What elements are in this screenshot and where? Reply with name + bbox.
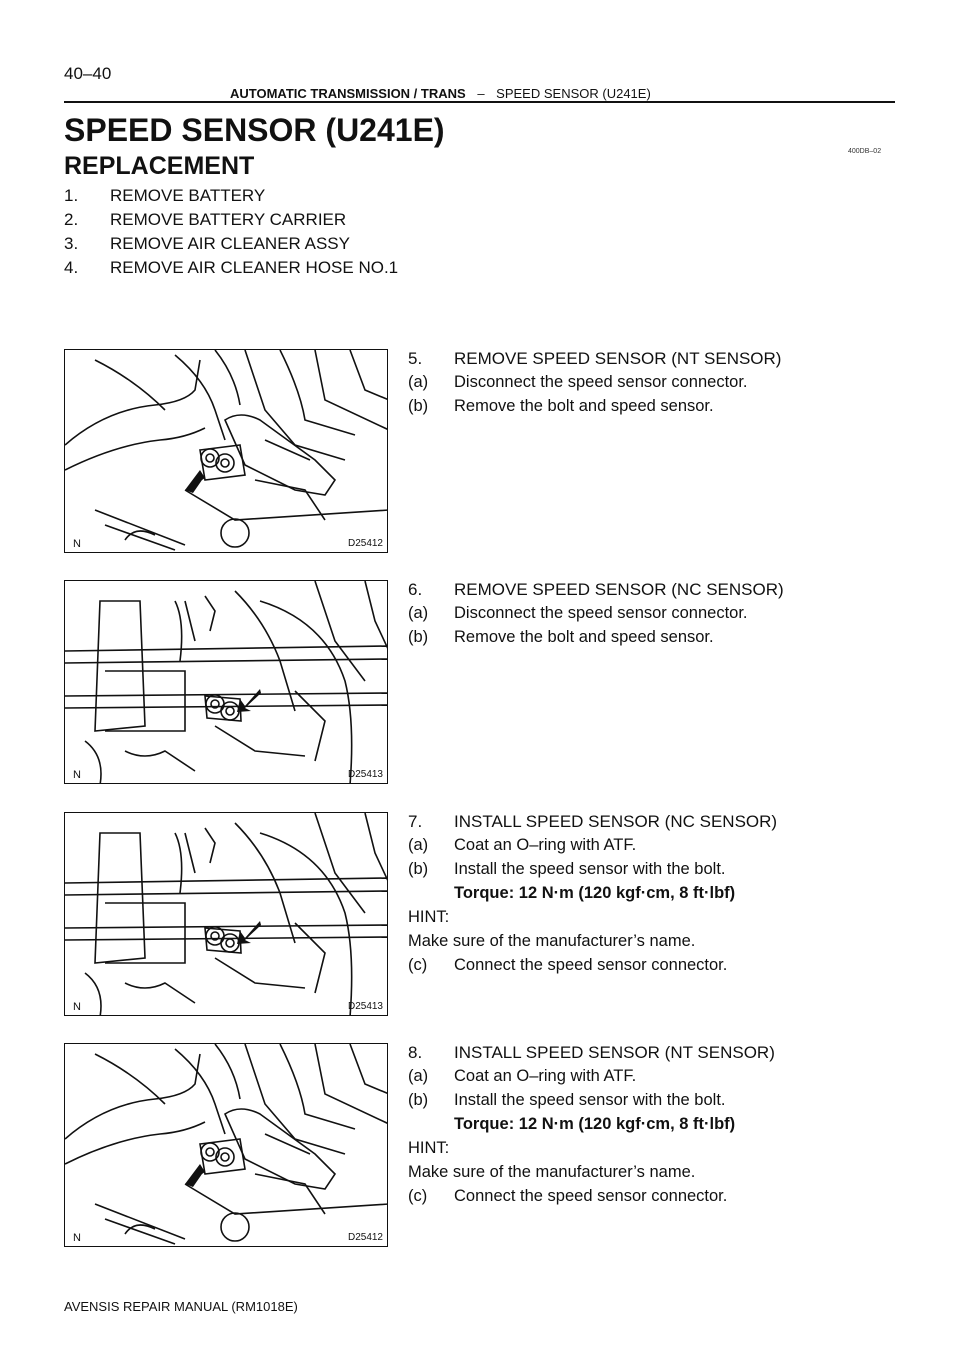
north-marker: N [73, 538, 81, 550]
figure-code: D25412 [347, 1232, 383, 1243]
engine-illustration [65, 581, 388, 784]
figure-code: D25413 [347, 1001, 383, 1012]
north-marker: N [73, 1232, 81, 1244]
figure-nc-sensor-install [64, 812, 388, 1016]
page-number: 40–40 [64, 64, 112, 83]
hint-text: Make sure of the manufacturer’s name. [408, 1163, 696, 1181]
hint-text: Make sure of the manufacturer’s name. [408, 932, 696, 950]
header-separator: – [477, 86, 485, 101]
step-8c: (c) Connect the speed sensor connector. [408, 1187, 728, 1205]
header-topic: SPEED SENSOR (U241E) [496, 86, 651, 101]
step-6b: (b) Remove the bolt and speed sensor. [408, 628, 714, 646]
step-7: 7. INSTALL SPEED SENSOR (NC SENSOR) [408, 812, 778, 831]
doc-id: 400DB–02 [848, 148, 882, 155]
hint-label: HINT: [408, 908, 450, 926]
step-5a: (a) Disconnect the speed sensor connector. [408, 373, 748, 391]
figure-code: D25413 [347, 769, 383, 780]
step-3: 3. REMOVE AIR CLEANER ASSY [64, 234, 350, 253]
step-5: 5. REMOVE SPEED SENSOR (NT SENSOR) [408, 349, 782, 368]
footer-manual-id: AVENSIS REPAIR MANUAL (RM1018E) [64, 1299, 298, 1314]
step-4: 4. REMOVE AIR CLEANER HOSE NO.1 [64, 258, 399, 277]
figure-nt-sensor-install [64, 1043, 388, 1247]
figure-code: D25412 [347, 538, 383, 549]
header-rule [64, 101, 895, 103]
engine-illustration [65, 813, 388, 1016]
torque-spec: Torque: 12 N·m (120 kgf·cm, 8 ft·lbf) [454, 884, 736, 902]
section-subtitle: REPLACEMENT [64, 152, 255, 180]
step-6a: (a) Disconnect the speed sensor connector. [408, 604, 748, 622]
step-8: 8. INSTALL SPEED SENSOR (NT SENSOR) [408, 1043, 775, 1062]
north-marker: N [73, 769, 81, 781]
engine-illustration [65, 350, 388, 553]
step-7c: (c) Connect the speed sensor connector. [408, 956, 728, 974]
step-8a: (a) Coat an O–ring with ATF. [408, 1067, 637, 1085]
step-5b: (b) Remove the bolt and speed sensor. [408, 397, 714, 415]
step-1: 1. REMOVE BATTERY [64, 186, 266, 205]
page-title: SPEED SENSOR (U241E) [64, 112, 445, 148]
step-7b: (b) Install the speed sensor with the bolt. [408, 860, 726, 878]
running-header [230, 86, 651, 101]
header-section: AUTOMATIC TRANSMISSION / TRANS [230, 86, 466, 101]
torque-spec: Torque: 12 N·m (120 kgf·cm, 8 ft·lbf) [454, 1115, 736, 1133]
hint-label: HINT: [408, 1139, 450, 1157]
figure-nt-sensor-remove [64, 349, 388, 553]
step-7a: (a) Coat an O–ring with ATF. [408, 836, 637, 854]
north-marker: N [73, 1001, 81, 1013]
step-6: 6. REMOVE SPEED SENSOR (NC SENSOR) [408, 580, 784, 599]
engine-illustration [65, 1044, 388, 1247]
step-8b: (b) Install the speed sensor with the bolt. [408, 1091, 726, 1109]
figure-nc-sensor-remove [64, 580, 388, 784]
step-2: 2. REMOVE BATTERY CARRIER [64, 210, 347, 229]
